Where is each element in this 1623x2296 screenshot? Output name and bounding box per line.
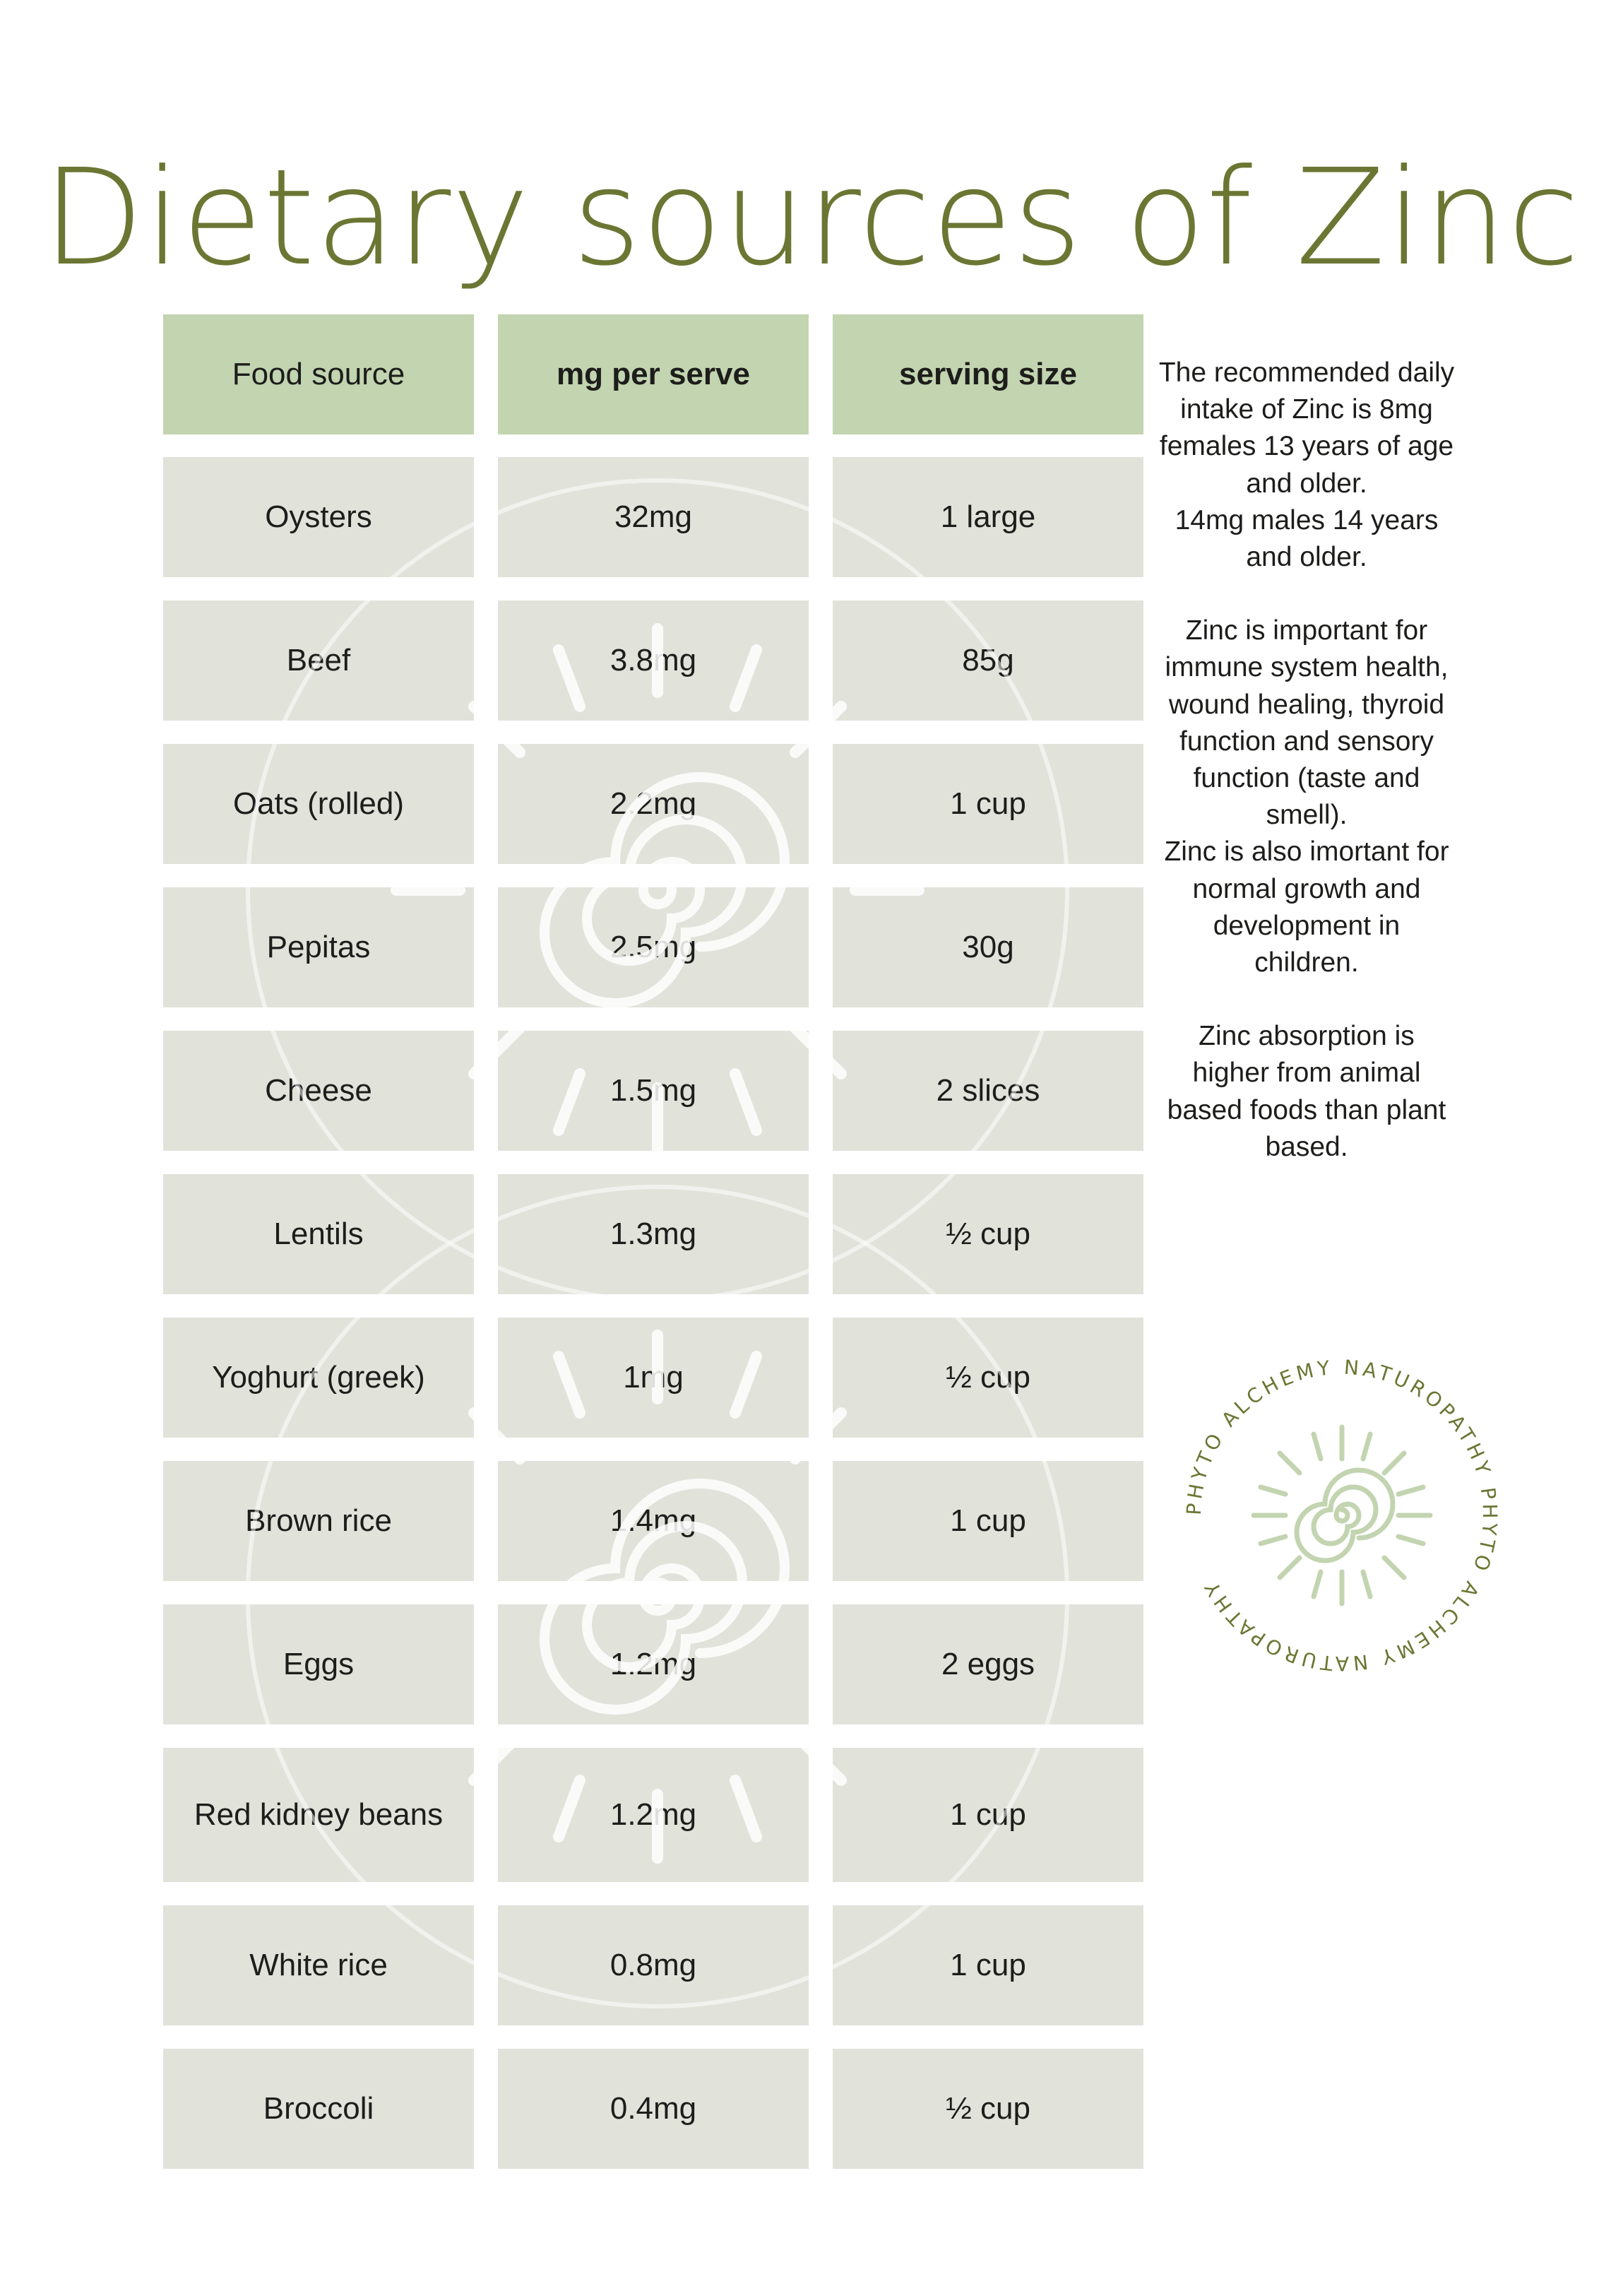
table-cell-food: White rice: [163, 1905, 474, 2025]
info-paragraph: 14mg males 14 years and older.: [1175, 504, 1439, 573]
table-cell-food: Oats (rolled): [163, 744, 474, 864]
paragraph-gap: [1158, 981, 1455, 1018]
table-cell-serving: 1 cup: [833, 1905, 1143, 2025]
table-cell-serving: ½ cup: [833, 1174, 1143, 1294]
table-cell-serving: 85g: [833, 600, 1143, 721]
table-cell-serving: 1 cup: [833, 744, 1143, 864]
table-cell-serving: 2 slices: [833, 1031, 1143, 1151]
table-cell-food: Cheese: [163, 1031, 474, 1151]
zinc-info-text: [1158, 355, 1455, 1166]
table-cell-food: Pepitas: [163, 887, 474, 1007]
table-cell-food: Red kidney beans: [163, 1748, 474, 1882]
info-paragraph: Zinc is important for immune system health, wound healing, thyroid function and sensory function (taste and smell).: [1165, 615, 1449, 831]
column-header-food-source: Food source: [163, 314, 474, 434]
zinc-sources-table: [163, 314, 1143, 2165]
table-cell-mg: 0.4mg: [498, 2049, 809, 2169]
phyto-alchemy-logo-icon: [1172, 1346, 1511, 1685]
table-cell-mg: 2.5mg: [498, 887, 809, 1007]
column-header-serving-size: serving size: [833, 314, 1143, 434]
logo-circular-text: PHYTO ALCHEMY NATUROPATHY PHYTO ALCHEMY NATUROPATHY: [1182, 1355, 1502, 1676]
paragraph-gap: [1158, 576, 1455, 613]
table-cell-mg: 0.8mg: [498, 1905, 809, 2025]
table-cell-mg: 3.8mg: [498, 600, 809, 721]
info-paragraph: The recommended daily intake of Zinc is 8mg females 13 years of age and older.: [1158, 357, 1455, 499]
table-cell-serving: 1 cup: [833, 1748, 1143, 1882]
table-cell-food: Oysters: [163, 457, 474, 577]
table-cell-serving: 1 large: [833, 457, 1143, 577]
table-cell-serving: ½ cup: [833, 2049, 1143, 2169]
table-cell-food: Brown rice: [163, 1461, 474, 1581]
table-cell-food: Broccoli: [163, 2049, 474, 2169]
info-paragraph: Zinc is also imortant for normal growth and development in children.: [1164, 836, 1449, 978]
table-cell-mg: 32mg: [498, 457, 809, 577]
table-cell-serving: 2 eggs: [833, 1604, 1143, 1724]
table-cell-mg: 1mg: [498, 1318, 809, 1438]
table-cell-food: Lentils: [163, 1174, 474, 1294]
table-cell-mg: 1.5mg: [498, 1031, 809, 1151]
table-cell-mg: 1.2mg: [498, 1748, 809, 1882]
table-cell-food: Beef: [163, 600, 474, 721]
table-cell-serving: 1 cup: [833, 1461, 1143, 1581]
table-cell-mg: 1.3mg: [498, 1174, 809, 1294]
info-paragraph: Zinc absorption is higher from animal based foods than plant based.: [1167, 1021, 1446, 1162]
table-cell-serving: ½ cup: [833, 1318, 1143, 1438]
table-cell-mg: 1.4mg: [498, 1461, 809, 1581]
table-cell-food: Yoghurt (greek): [163, 1318, 474, 1438]
table-cell-food: Eggs: [163, 1604, 474, 1724]
page-title: Dietary sources of Zinc: [42, 141, 1581, 295]
table-cell-mg: 2.2mg: [498, 744, 809, 864]
column-header-mg-per-serve: mg per serve: [498, 314, 809, 434]
table-cell-serving: 30g: [833, 887, 1143, 1007]
table-cell-mg: 1.2mg: [498, 1604, 809, 1724]
